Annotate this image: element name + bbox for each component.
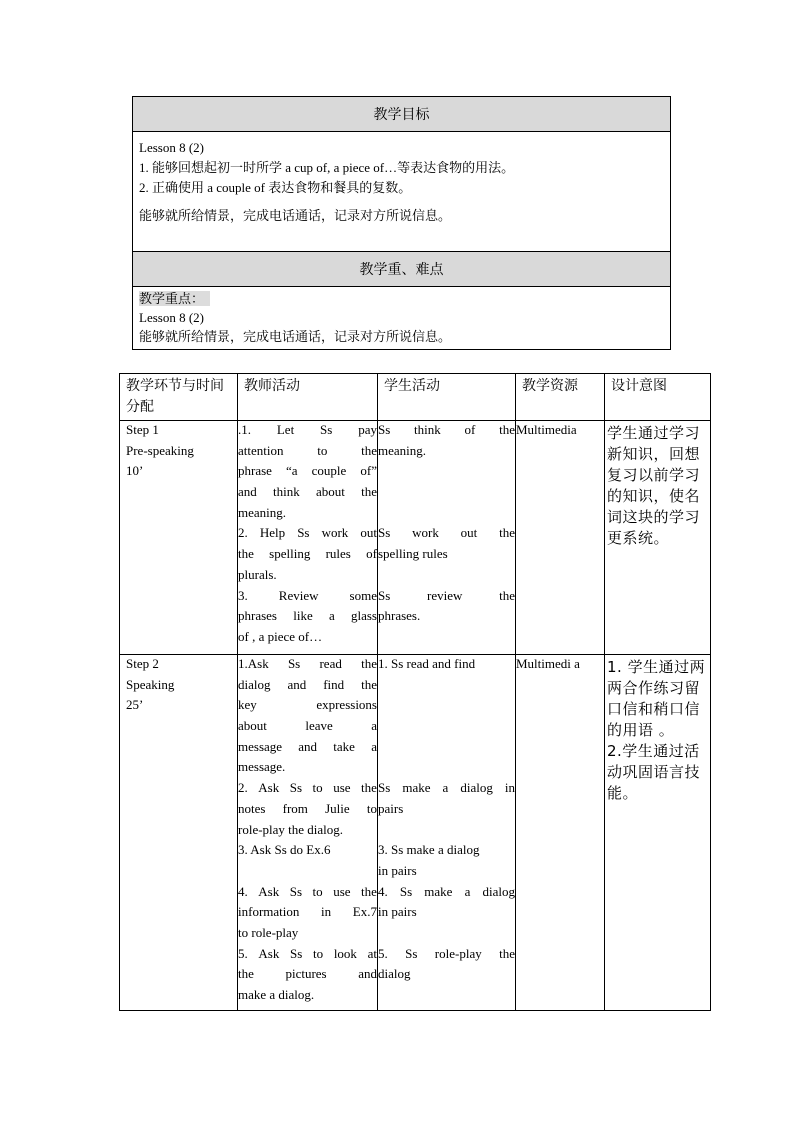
step-label: Step 1	[126, 422, 159, 437]
word: Ss	[297, 525, 310, 541]
word: the	[499, 945, 515, 961]
word: the	[361, 484, 377, 500]
word: 5.	[378, 945, 388, 961]
word: Ss	[378, 780, 391, 796]
word: read	[319, 656, 342, 671]
resource-text: Multimedi a	[516, 656, 580, 671]
teacher-line	[238, 718, 377, 739]
teacher-line	[238, 588, 377, 609]
student-line	[378, 759, 515, 780]
student-line	[378, 739, 515, 760]
key-points-body	[133, 287, 670, 349]
word: the	[361, 656, 377, 671]
step-cell	[120, 655, 237, 1009]
word: Ss	[289, 883, 303, 899]
teacher-line	[238, 608, 377, 629]
student-line	[378, 884, 515, 905]
word: Ss	[287, 656, 301, 671]
teacher-line	[238, 863, 377, 884]
word: Ex.7	[352, 904, 377, 920]
word: out	[360, 525, 377, 541]
student-line	[378, 946, 515, 967]
teacher-line: role-play the dialog.	[238, 821, 344, 837]
student-line	[378, 525, 515, 546]
word: Ss	[399, 883, 413, 899]
word: to	[317, 442, 328, 458]
student-line	[378, 697, 515, 718]
word: about	[238, 718, 267, 734]
objectives-line: 1. 能够回想起初一时所学 a cup of, a piece of…等表达食物的用法。	[139, 160, 515, 175]
word: 4.	[238, 883, 248, 899]
key-points-heading: 教学重、难点	[133, 252, 670, 287]
word: .1.	[238, 422, 251, 437]
word: make	[402, 780, 431, 796]
word: the	[238, 546, 254, 562]
word: Ss	[378, 525, 391, 541]
intent-cell: 1. 学生通过两两合作练习留口信和稍口信的用语 。 2.学生通过活动巩固语言技能。	[607, 658, 706, 802]
word: message	[238, 738, 283, 754]
word: the	[238, 966, 254, 982]
word: Ss	[378, 422, 391, 437]
student-line	[378, 718, 515, 739]
key-points-line: 能够就所给情景，完成电话通话，记录对方所说信息。	[139, 329, 452, 344]
teacher-line: of , a piece of…	[238, 628, 323, 644]
student-line: in pairs	[378, 862, 417, 878]
word: Ss	[378, 587, 391, 603]
teacher-line: to role-play	[238, 924, 299, 940]
teacher-line	[238, 484, 377, 505]
word: Ask	[258, 883, 280, 899]
word: the	[361, 442, 377, 458]
table-row	[120, 421, 711, 655]
teacher-line	[238, 739, 377, 760]
word: Help	[259, 525, 286, 541]
word: Ask	[258, 945, 280, 961]
intent-cell: 学生通过学习新知识，回想复习以前学习的知识，使名词这块的学习更系统。	[607, 424, 701, 547]
word: Ask	[258, 780, 280, 796]
teacher-line	[238, 463, 377, 484]
word: make	[424, 883, 453, 899]
word: the	[499, 422, 515, 437]
word: pictures	[285, 966, 327, 982]
student-line	[378, 422, 515, 443]
student-line	[378, 484, 515, 505]
resource-cell	[516, 421, 604, 653]
objectives-heading: 教学目标	[133, 97, 670, 132]
word: pay	[358, 422, 377, 437]
teacher-cell	[238, 655, 377, 1009]
word: 2.	[238, 525, 248, 541]
step-label: 10’	[126, 463, 144, 479]
student-line	[378, 925, 515, 946]
student-line: phrases.	[378, 608, 421, 624]
teacher-line	[238, 946, 377, 967]
header-resource: 教学资源	[516, 374, 605, 421]
word: dialog	[482, 883, 515, 899]
objectives-body	[133, 132, 670, 252]
word: like	[293, 608, 313, 624]
word: phrase	[238, 463, 272, 479]
student-line: dialog	[378, 966, 411, 982]
word: to	[313, 945, 324, 961]
word: a	[464, 883, 471, 899]
student-line: meaning.	[378, 442, 427, 458]
teacher-line: message.	[238, 759, 286, 775]
teacher-line	[238, 697, 377, 718]
word: of”	[360, 463, 377, 479]
word: in	[504, 780, 515, 796]
word: dialog	[238, 676, 271, 692]
teacher-line	[238, 525, 377, 546]
objectives-line: Lesson 8 (2)	[139, 140, 204, 155]
word: role-play	[434, 945, 482, 961]
objectives-line: 2. 正确使用 a couple of 表达食物和餐具的复数。	[139, 180, 412, 195]
word: key	[238, 697, 257, 713]
step-cell	[120, 421, 237, 653]
word: 3.	[238, 587, 248, 603]
student-line: 1. Ss read and find	[378, 656, 476, 671]
word: information	[238, 904, 300, 920]
table-header-row	[120, 374, 711, 421]
teacher-line	[238, 656, 377, 677]
teacher-line	[238, 546, 377, 567]
word: a	[328, 608, 335, 624]
word: look	[333, 945, 357, 961]
word: to	[366, 800, 377, 816]
student-line: pairs	[378, 800, 404, 816]
word: a	[442, 780, 449, 796]
word: take	[333, 738, 355, 754]
word: the	[499, 525, 515, 541]
student-line	[378, 588, 515, 609]
teacher-line	[238, 966, 377, 987]
teacher-line: 3. Ask Ss do Ex.6	[238, 842, 331, 858]
word: 1.Ask	[238, 656, 269, 671]
student-line	[378, 780, 515, 801]
word: the	[361, 676, 377, 692]
word: Let	[276, 422, 295, 437]
teacher-line	[238, 422, 377, 443]
word: 4.	[378, 883, 388, 899]
word: phrases	[238, 608, 277, 624]
word: Ss	[289, 780, 303, 796]
word: the	[499, 587, 515, 603]
step-label: 25’	[126, 697, 144, 713]
word: work	[321, 525, 349, 541]
step-label: Step 2	[126, 656, 159, 671]
student-line: in pairs	[378, 904, 417, 920]
teacher-line	[238, 780, 377, 801]
word: dialog	[460, 780, 493, 796]
word: a	[371, 738, 377, 754]
word: and	[358, 966, 377, 982]
key-points-label: 教学重点：	[139, 291, 210, 306]
step-label: Speaking	[126, 676, 175, 692]
teacher-line	[238, 677, 377, 698]
word: Ss	[290, 945, 303, 961]
objectives-table	[132, 96, 671, 350]
teacher-line	[238, 904, 377, 925]
word: from	[282, 800, 308, 816]
student-line	[378, 567, 515, 588]
word: and	[238, 484, 257, 500]
student-cell	[378, 655, 515, 1009]
word: in	[321, 904, 332, 920]
word: find	[323, 676, 345, 692]
word: some	[349, 587, 377, 603]
word: Julie	[325, 800, 350, 816]
key-points-line: Lesson 8 (2)	[139, 310, 204, 325]
student-line: spelling rules	[378, 546, 448, 562]
resource-cell	[516, 655, 604, 1009]
word: the	[361, 780, 377, 796]
word: Review	[278, 587, 319, 603]
objectives-line: 能够就所给情景，完成电话通话，记录对方所说信息。	[139, 208, 452, 223]
word: work	[412, 525, 439, 541]
word: use	[333, 883, 351, 899]
student-line	[378, 822, 515, 843]
word: at	[367, 945, 377, 961]
word: 5.	[238, 945, 248, 961]
teacher-line	[238, 443, 377, 464]
activity-table	[119, 373, 711, 1011]
word: rules	[325, 546, 351, 562]
header-student: 学生活动	[378, 374, 516, 421]
resource-text: Multimedia	[516, 422, 577, 437]
student-line: 3. Ss make a dialog	[378, 842, 480, 858]
word: glass	[350, 608, 377, 624]
word: a	[371, 718, 377, 734]
word: expressions	[316, 697, 377, 713]
word: think	[273, 484, 300, 500]
word: “a	[286, 463, 298, 479]
word: and	[287, 676, 307, 692]
word: Ss	[405, 945, 418, 961]
word: of	[366, 546, 377, 562]
header-intent: 设计意图	[605, 374, 711, 421]
teacher-line: plurals.	[238, 566, 277, 582]
teacher-line	[238, 801, 377, 822]
teacher-line: make a dialog.	[238, 987, 315, 1002]
word: 2.	[238, 780, 248, 796]
word: couple	[311, 463, 347, 479]
word: and	[298, 738, 318, 754]
word: think	[414, 422, 441, 437]
step-label: Pre-speaking	[126, 442, 194, 458]
word: to	[312, 883, 323, 899]
teacher-line	[238, 884, 377, 905]
teacher-line: meaning.	[238, 504, 287, 520]
header-teacher: 教师活动	[238, 374, 378, 421]
teacher-cell	[238, 421, 377, 653]
word: use	[333, 780, 351, 796]
word: attention	[238, 442, 284, 458]
student-cell	[378, 421, 515, 653]
word: to	[312, 780, 323, 796]
word: review	[427, 587, 463, 603]
header-step: 教学环节与时间分配	[120, 374, 238, 421]
student-line	[378, 677, 515, 698]
word: the	[361, 883, 377, 899]
word: leave	[305, 718, 333, 734]
word: spelling	[269, 546, 311, 562]
word: notes	[238, 800, 266, 816]
word: of	[464, 422, 476, 437]
word: out	[460, 525, 478, 541]
student-line	[378, 505, 515, 526]
student-line	[378, 463, 515, 484]
word: about	[315, 484, 345, 500]
word: Ss	[320, 422, 333, 437]
table-row	[120, 655, 711, 1011]
